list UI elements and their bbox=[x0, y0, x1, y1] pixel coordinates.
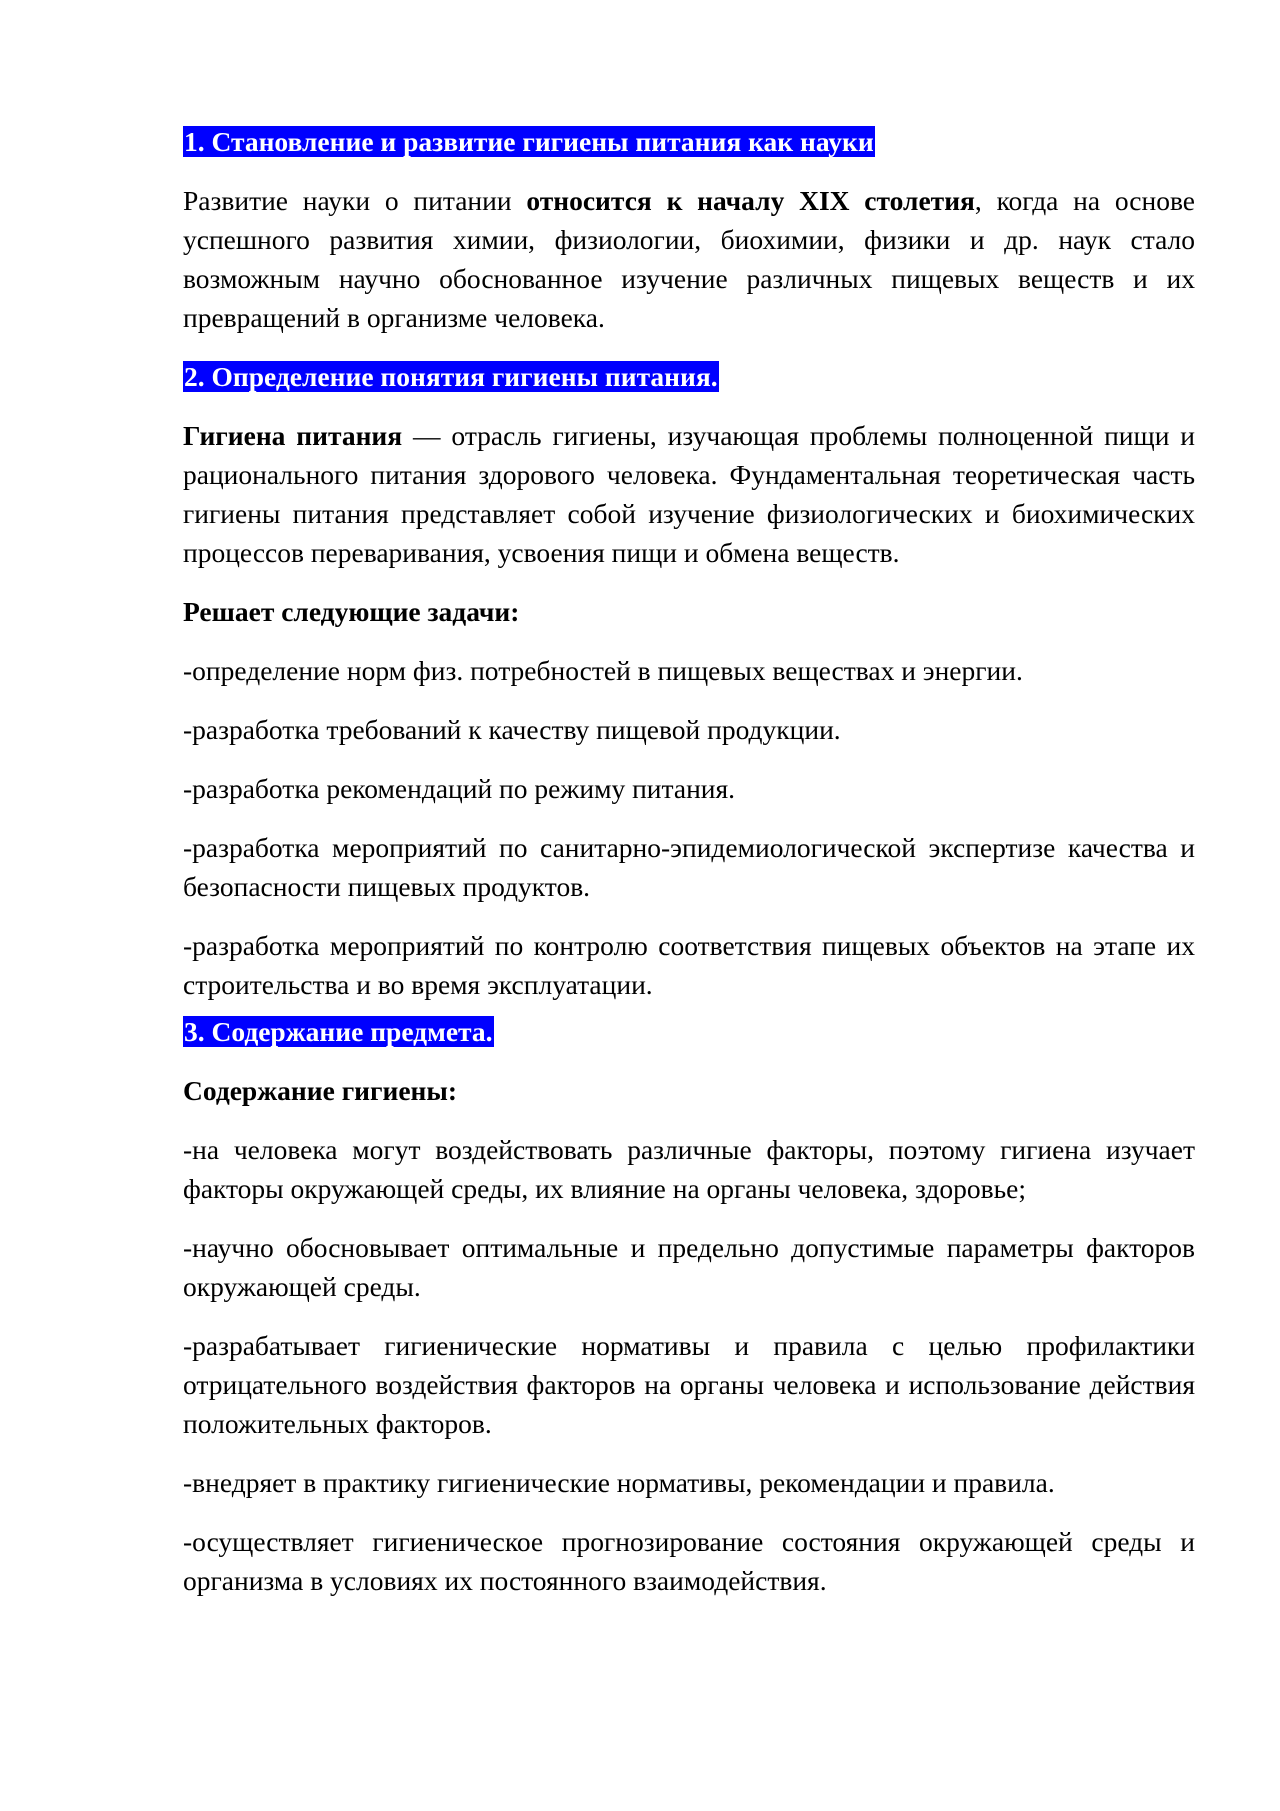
task-item: -определение норм физ. потребностей в пищевых веществах и энергии. bbox=[183, 655, 1023, 686]
section-3-heading-text: 3. Содержание предмета. bbox=[184, 1016, 493, 1047]
content-subheading: Содержание гигиены: bbox=[183, 1075, 458, 1106]
section-1-text-before: Развитие науки о питании bbox=[183, 185, 527, 216]
section-1-paragraph bbox=[183, 181, 1195, 337]
section-2-heading-text: 2. Определение понятия гигиены питания. bbox=[184, 361, 718, 392]
section-1-text-after: , когда на основе успешного развития химии, физиологии, биохимии, физики и др. наук стало возможным научно обоснованное изучение различных пищевых веществ и их превращений в организме человека. bbox=[183, 185, 1195, 333]
task-item: -разработка мероприятий по санитарно-эпидемиологической экспертизе качества и безопасности пищевых продуктов. bbox=[183, 832, 1195, 902]
section-3-heading bbox=[183, 1012, 1195, 1051]
definition-paragraph bbox=[183, 416, 1195, 572]
section-2-heading bbox=[183, 357, 1195, 396]
section-1-heading bbox=[183, 122, 1195, 161]
content-item: -осуществляет гигиеническое прогнозирование состояния окружающей среды и организма в условиях их постоянного взаимодействия. bbox=[183, 1526, 1195, 1596]
task-item: -разработка мероприятий по контролю соответствия пищевых объектов на этапе их строительства и во время эксплуатации. bbox=[183, 930, 1195, 1000]
task-item: -разработка требований к качеству пищевой продукции. bbox=[183, 714, 841, 745]
section-1-heading-text: 1. Становление и развитие гигиены питания как науки bbox=[184, 126, 874, 157]
content-item: -разрабатывает гигиенические нормативы и правила с целью профилактики отрицательного воздействия факторов на органы человека и использование действия положительных факторов. bbox=[183, 1330, 1195, 1439]
definition-text: — отрасль гигиены, изучающая проблемы полноценной пищи и рационального питания здорового человека. Фундаментальная теоретическая часть гигиены питания представляет собой изучение физиологических и биохимических процессов переваривания, усвоения пищи и обмена веществ. bbox=[183, 420, 1196, 568]
definition-term: Гигиена питания bbox=[183, 420, 403, 451]
section-1-text-bold: относится к началу XIX столетия bbox=[526, 185, 975, 216]
content-item: -на человека могут воздействовать различные факторы, поэтому гигиена изучает факторы окружающей среды, их влияние на органы человека, здоровье; bbox=[183, 1134, 1195, 1204]
content-item: -научно обосновывает оптимальные и предельно допустимые параметры факторов окружающей среды. bbox=[183, 1232, 1195, 1302]
content-item: -внедряет в практику гигиенические нормативы, рекомендации и правила. bbox=[183, 1467, 1055, 1498]
tasks-subheading: Решает следующие задачи: bbox=[183, 596, 520, 627]
task-item: -разработка рекомендаций по режиму питания. bbox=[183, 773, 736, 804]
